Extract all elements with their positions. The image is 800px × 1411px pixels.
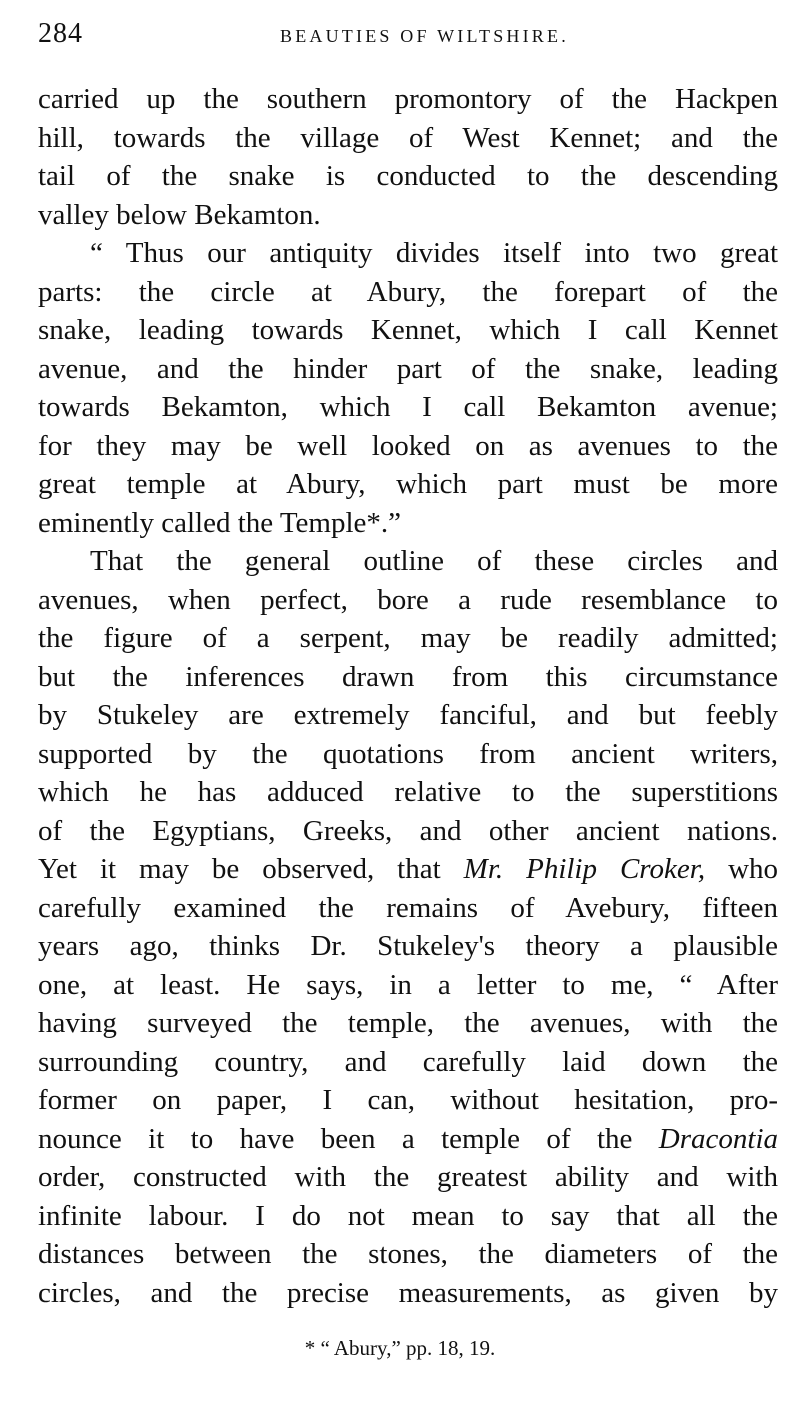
text-line: supported by the quotations from ancient writers, [38,737,778,770]
text-line: by Stukeley are extremely fanciful, and but feebly [38,699,778,731]
text-line: snake, leading towards Kennet, which I call Kennet [38,314,778,346]
text-line: surrounding country, and carefully laid down the [38,1045,778,1078]
text-line [38,1120,778,1159]
text-segment: Yet it may be observed, that [38,853,441,885]
text-line: carried up the southern promontory of the Hackpen [38,83,778,115]
text-line: of the Egyptians, Greeks, and other ancient nations. [38,814,778,847]
text-line: former on paper, I can, without hesitation, pro- [38,1084,778,1116]
text-line: parts: the circle at Abury, the forepart of the [38,275,778,308]
text-line: distances between the stones, the diameters of the [38,1238,778,1270]
text-line: for they may be well looked on as avenues to the [38,429,778,462]
text-line: circles, and the precise measurements, as given by [38,1276,778,1309]
paragraph-start: That the general outline of these circles and [90,545,778,577]
text-line: one, at least. He says, in a letter to me, “ After [38,968,778,1001]
footnote: * “ Abury,” pp. 18, 19. [304,1336,496,1360]
text-line: but the inferences drawn from this circumstance [38,660,778,693]
text-line: eminently called the Temple*.” [38,506,402,539]
text-line: towards Bekamton, which I call Bekamton avenue; [38,391,778,423]
text-line: avenue, and the hinder part of the snake, leading [38,352,778,385]
text-line: valley below Bekamton. [38,198,321,231]
text-line: avenues, when perfect, bore a rude resemblance to [38,583,778,616]
text-line: the figure of a serpent, may be readily admitted; [38,622,778,654]
running-head: BEAUTIES OF WILTSHIRE. [280,26,569,46]
text-line [38,850,778,889]
text-line: years ago, thinks Dr. Stukeley's theory a plausible [38,930,778,962]
text-line: tail of the snake is conducted to the descending [38,160,778,192]
text-segment: nounce it to have been a temple of the [38,1122,633,1155]
text-line: order, constructed with the greatest ability and with [38,1161,778,1193]
page-number: 284 [38,18,83,49]
text-line: great temple at Abury, which part must be more [38,468,778,500]
text-segment: who [728,853,779,885]
quote-paragraph-start: “ Thus our antiquity divides itself into two great [90,237,778,269]
text-line: having surveyed the temple, the avenues, with the [38,1007,778,1039]
body-text [38,80,778,1312]
text-line: hill, towards the village of West Kennet; and the [38,121,778,154]
page-header [38,18,778,54]
text-line: which he has adduced relative to the superstitions [38,776,778,808]
text-line: carefully examined the remains of Avebury, fifteen [38,891,778,924]
italic-name: Mr. Philip Croker, [463,853,706,885]
text-line: infinite labour. I do not mean to say that all the [38,1199,778,1232]
italic-term: Dracontia [658,1122,778,1155]
